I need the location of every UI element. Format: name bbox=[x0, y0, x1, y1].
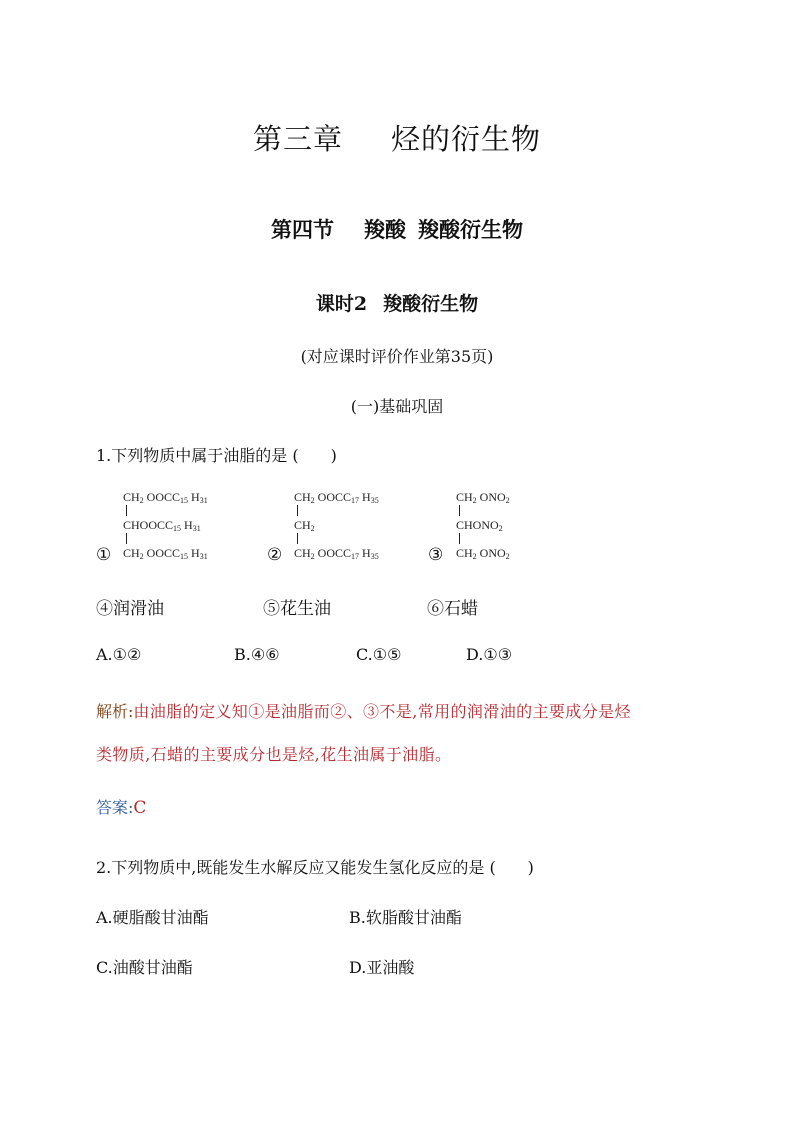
explanation-line-2: 类物质,石蜡的主要成分也是烃,花生油属于油脂。 bbox=[96, 745, 452, 764]
formula-2-number: ② bbox=[267, 545, 283, 565]
explanation-line-1: 解析:由油脂的定义知①是油脂而②、③不是,常用的润滑油的主要成分是烃 bbox=[96, 702, 631, 721]
explanation-label: 解析 bbox=[96, 702, 129, 721]
chapter-number: 第三章 bbox=[252, 122, 343, 156]
section-title bbox=[0, 214, 794, 244]
q1-option-d: D.①③ bbox=[466, 645, 513, 664]
part-heading: (一)基础巩固 bbox=[350, 397, 444, 416]
formula-1: $CH_2$ $OOCC_{15}$ $H_{31}$ $CHOOCC_{15}$ $H_{31}$ $CH_2$ $OOCC_{15}$ $H_{31}$ bbox=[123, 490, 208, 561]
formula-2: $CH_2$ $OOCC_{17}$ $H_{35}$ $CH_2$ $CH_2$ $OOCC_{17}$ $H_{35}$ bbox=[294, 490, 379, 561]
q1-option-c: C.①⑤ bbox=[356, 645, 402, 664]
formula-1-number: ① bbox=[96, 545, 112, 565]
answer-label: 答案 bbox=[96, 798, 129, 817]
answer-value: C bbox=[133, 798, 147, 818]
q2-option-d: D.亚油酸 bbox=[349, 958, 415, 977]
question-2-stem: 2.下列物质中,既能发生水解反应又能发生氢化反应的是 ( ) bbox=[96, 858, 534, 877]
lesson-name: 羧酸衍生物 bbox=[383, 293, 479, 315]
lesson-title bbox=[0, 289, 794, 316]
section-name-1: 羧酸 bbox=[364, 217, 406, 242]
section-number: 第四节 bbox=[271, 217, 334, 242]
item-5: ⑤花生油 bbox=[263, 599, 331, 619]
chapter-title bbox=[0, 117, 794, 158]
item-4: ④润滑油 bbox=[96, 599, 164, 619]
q1-option-a: A.①② bbox=[96, 645, 142, 664]
chapter-name: 烃的衍生物 bbox=[391, 122, 542, 156]
q2-option-b: B.软脂酸甘油酯 bbox=[349, 908, 462, 927]
formula-3: $CH_2$ $ONO_2$ $CHONO_2$ $CH_2$ $ONO_2$ bbox=[456, 490, 510, 561]
item-6: ⑥石蜡 bbox=[427, 599, 478, 619]
q2-option-c: C.油酸甘油酯 bbox=[96, 958, 193, 977]
q1-option-b: B.④⑥ bbox=[234, 645, 280, 664]
lesson-number: 课时2 bbox=[315, 293, 368, 315]
q2-option-a: A.硬脂酸甘油酯 bbox=[96, 908, 209, 927]
question-1-stem: 1.下列物质中属于油脂的是 ( ) bbox=[96, 446, 337, 465]
formula-3-number: ③ bbox=[428, 545, 444, 565]
answer-line: 答案:C bbox=[96, 798, 147, 818]
explanation-text-1: 由油脂的定义知①是油脂而②、③不是,常用的润滑油的主要成分是烃 bbox=[133, 702, 631, 721]
section-name-2: 羧酸衍生物 bbox=[418, 217, 523, 242]
homework-reference: (对应课时评价作业第35页) bbox=[300, 347, 494, 366]
